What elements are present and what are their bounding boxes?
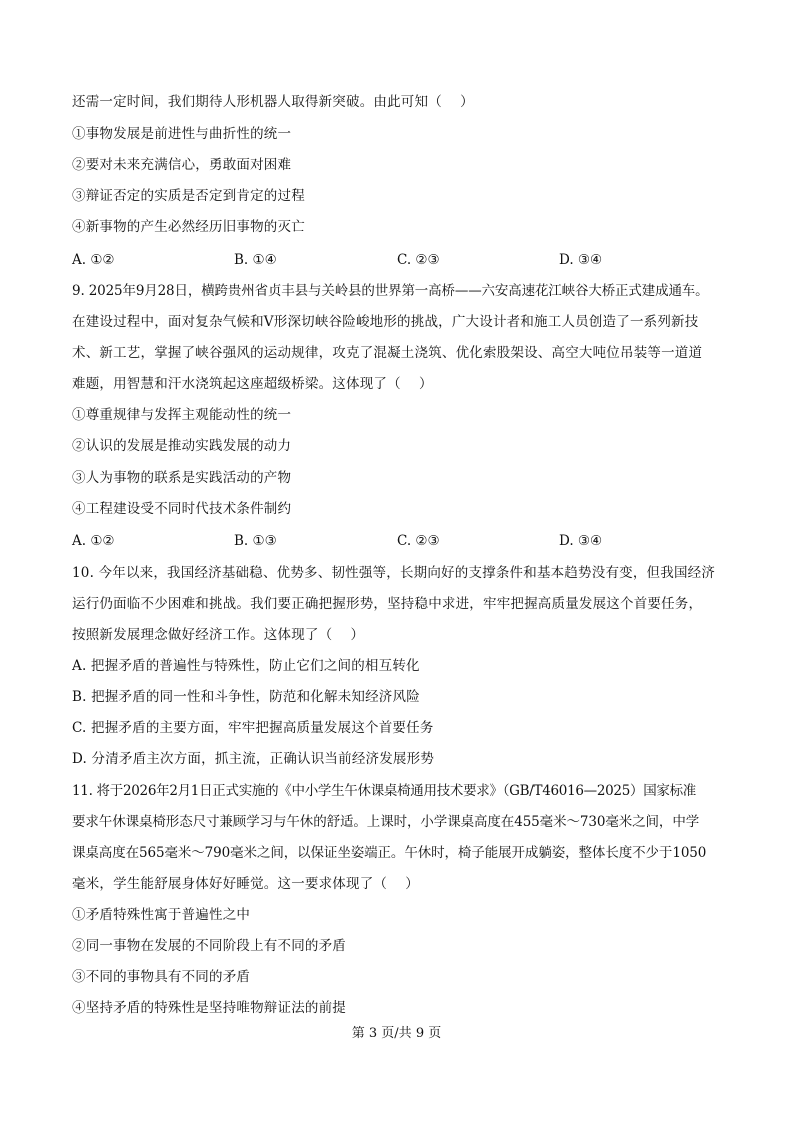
q9-stem-line-2: 在建设过程中，面对复杂气候和V形深切峡谷险峻地形的挑战，广大设计者和施工人员创造了一系列新技 bbox=[72, 314, 699, 330]
q11-statement-3: ③不同的事物具有不同的矛盾 bbox=[72, 969, 251, 985]
q10-stem-line-1: 10. 今年以来，我国经济基础稳、优势多、韧性强等，长期向好的支撑条件和基本趋势没有变，但我国经济 bbox=[72, 565, 716, 581]
q8-statement-2: ②要对未来充满信心，勇敢面对困难 bbox=[72, 157, 292, 173]
q8-option-a[interactable]: A. ①② bbox=[72, 252, 115, 268]
q9-options bbox=[72, 531, 732, 551]
q11-statement-4: ④坚持矛盾的特殊性是坚持唯物辩证法的前提 bbox=[72, 1000, 346, 1016]
q11-stem-line-2: 要求午休课桌椅形态尺寸兼顾学习与午休的舒适。上课时，小学课桌高度在455毫米～730毫米之间，中学 bbox=[72, 814, 700, 830]
q9-stem-line-4: 难题，用智慧和汗水浇筑起这座超级桥梁。这体现了（ ） bbox=[72, 376, 433, 392]
q8-stem-tail: 还需一定时间，我们期待人形机器人取得新突破。由此可知（ ） bbox=[72, 94, 474, 110]
q8-option-d[interactable]: D. ③④ bbox=[559, 252, 603, 268]
q10-stem-line-2: 运行仍面临不少困难和挑战。我们要正确把握形势，坚持稳中求进，牢牢把握高质量发展这个首要任务， bbox=[72, 596, 703, 612]
q8-options bbox=[72, 250, 732, 270]
q9-stem-line-1: 9. 2025年9月28日，横跨贵州省贞丰县与关岭县的世界第一高桥——六安高速花江峡谷大桥正式建成通车。 bbox=[72, 283, 709, 299]
page-footer: 第 3 页/共 9 页 bbox=[351, 1026, 442, 1041]
q8-statement-1: ①事物发展是前进性与曲折性的统一 bbox=[72, 126, 292, 142]
q8-statement-3: ③辩证否定的实质是否定到肯定的过程 bbox=[72, 188, 305, 204]
q10-choice-d[interactable]: D. 分清矛盾主次方面，抓主流，正确认识当前经济发展形势 bbox=[72, 751, 435, 767]
q8-option-c[interactable]: C. ②③ bbox=[397, 252, 440, 268]
q9-statement-4: ④工程建设受不同时代技术条件制约 bbox=[72, 501, 292, 517]
q9-stem-line-3: 术、新工艺，掌握了峡谷强风的运动规律，攻克了混凝土浇筑、优化索股架设、高空大吨位吊装等一道道 bbox=[72, 345, 703, 361]
q10-choice-c[interactable]: C. 把握矛盾的主要方面，牢牢把握高质量发展这个首要任务 bbox=[72, 720, 434, 736]
q11-statement-1: ①矛盾特殊性寓于普遍性之中 bbox=[72, 907, 251, 923]
q9-option-d[interactable]: D. ③④ bbox=[559, 533, 603, 549]
q10-choice-a[interactable]: A. 把握矛盾的普遍性与特殊性，防止它们之间的相互转化 bbox=[72, 658, 420, 674]
q11-statement-2: ②同一事物在发展的不同阶段上有不同的矛盾 bbox=[72, 938, 346, 954]
q9-statement-1: ①尊重规律与发挥主观能动性的统一 bbox=[72, 407, 292, 423]
q9-option-a[interactable]: A. ①② bbox=[72, 533, 115, 549]
q8-statement-4: ④新事物的产生必然经历旧事物的灭亡 bbox=[72, 219, 305, 235]
q9-statement-3: ③人为事物的联系是实践活动的产物 bbox=[72, 470, 292, 486]
q10-choice-b[interactable]: B. 把握矛盾的同一性和斗争性，防范和化解未知经济风险 bbox=[72, 689, 420, 705]
q11-stem-line-1: 11. 将于2026年2月1日正式实施的《中小学生午休课桌椅通用技术要求》（GB/T46016—2025）国家标准 bbox=[72, 783, 697, 799]
q11-stem-line-4: 毫米，学生能舒展身体好好睡觉。这一要求体现了（ ） bbox=[72, 876, 419, 892]
q9-option-b[interactable]: B. ①③ bbox=[234, 533, 277, 549]
q9-statement-2: ②认识的发展是推动实践发展的动力 bbox=[72, 438, 292, 454]
q10-stem-line-3: 按照新发展理念做好经济工作。这体现了（ ） bbox=[72, 627, 365, 643]
q11-stem-line-3: 课桌高度在565毫米～790毫米之间，以保证坐姿端正。午休时，椅子能展开成躺姿，整体长度不少于1050 bbox=[72, 845, 707, 861]
q9-option-c[interactable]: C. ②③ bbox=[397, 533, 440, 549]
q8-option-b[interactable]: B. ①④ bbox=[234, 252, 277, 268]
